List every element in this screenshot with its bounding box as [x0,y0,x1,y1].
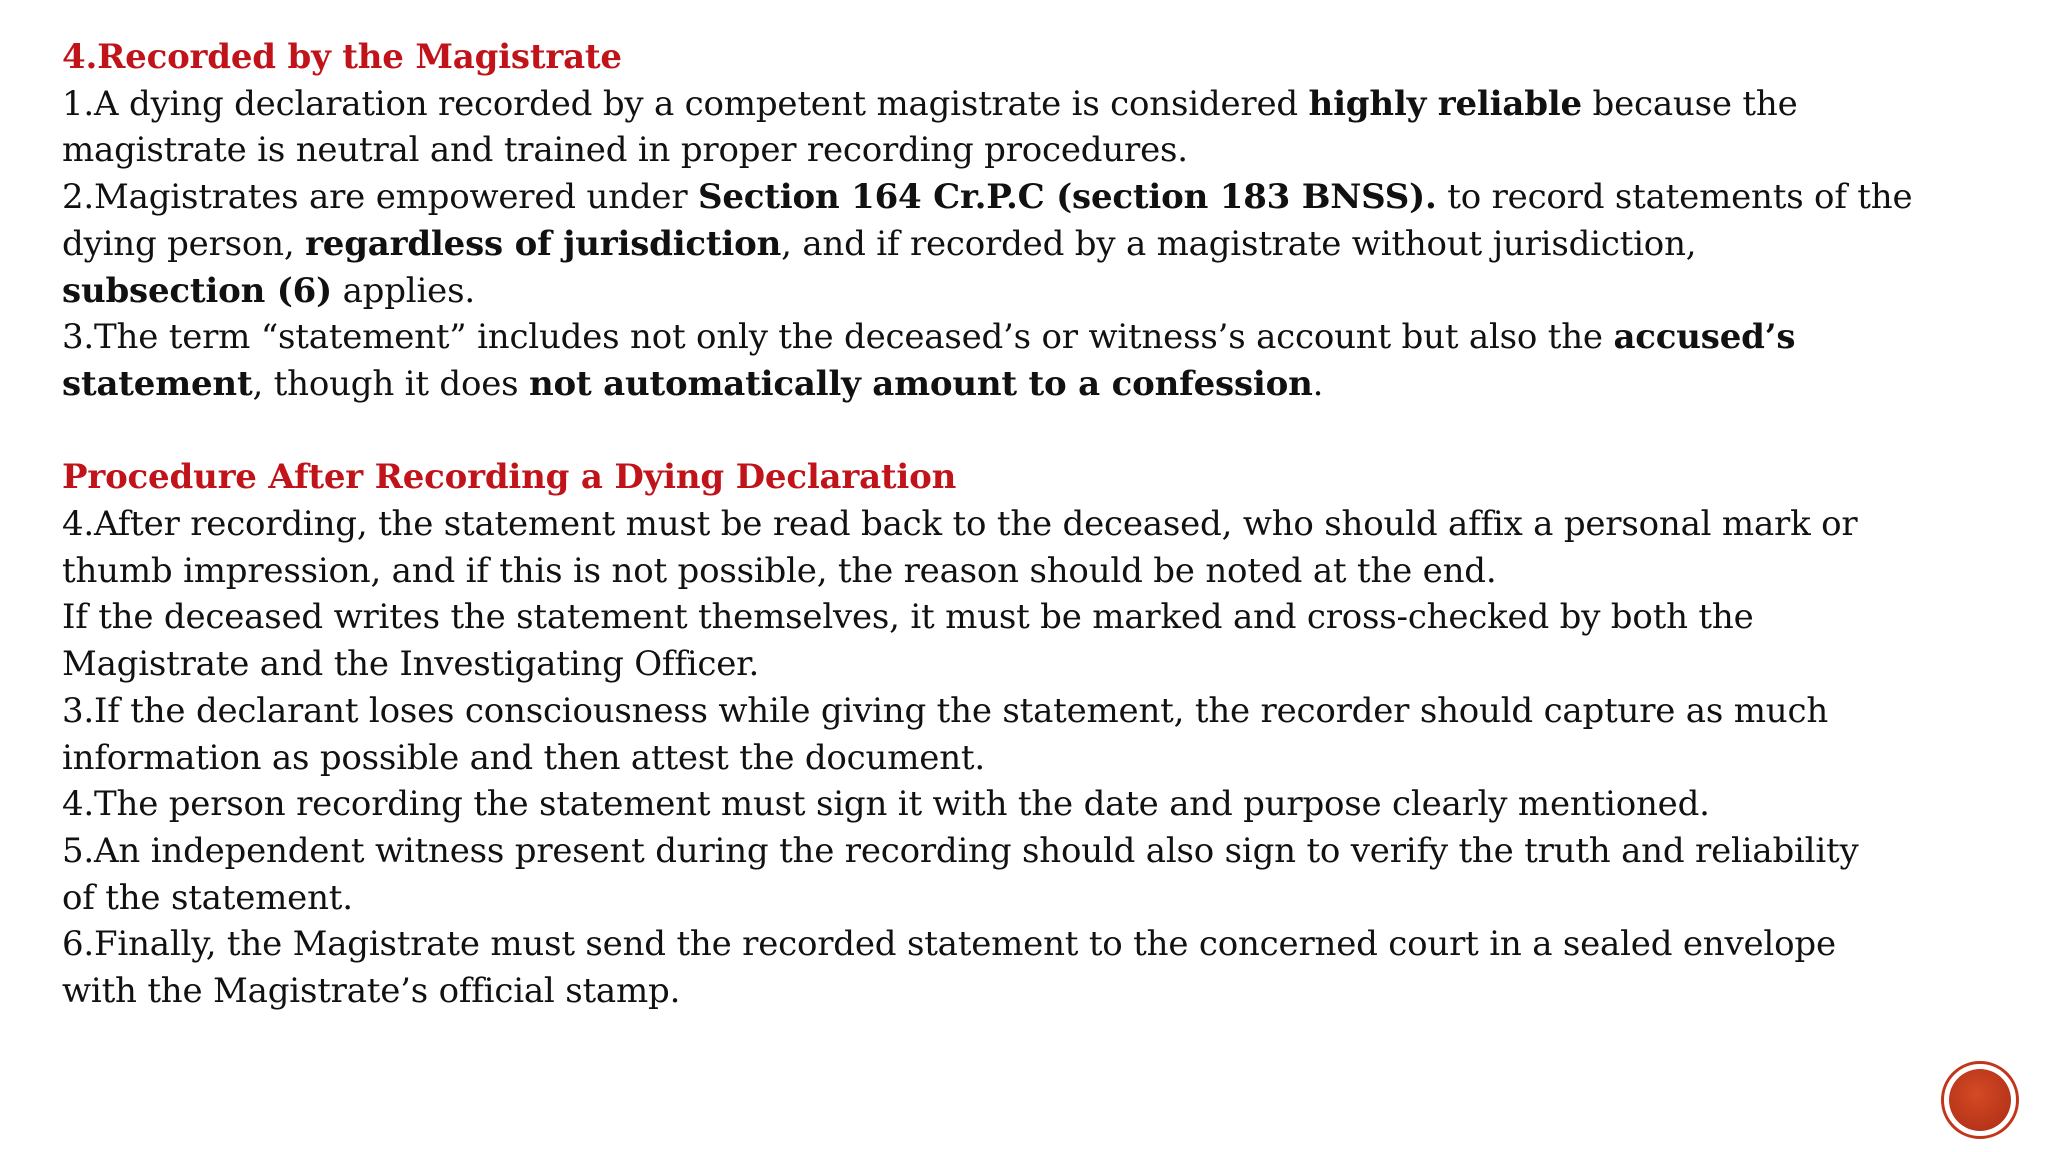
procedure-line: Magistrate and the Investigating Officer. [62,644,760,685]
paragraph-line [62,174,1992,221]
text-run: dying person, [62,223,306,264]
text-run: applies. [332,270,475,311]
procedure-line: If the deceased writes the statement themselves, it must be marked and cross-checked by both the [62,597,1754,638]
bold-text: accused’s [1613,317,1796,358]
procedure-line: thumb impression, and if this is not possible, the reason should be noted at the end. [62,550,1497,591]
text-run: 3.The term “statement” includes not only the deceased’s or witness’s account but also the [62,317,1614,358]
text-run: . [1312,363,1324,404]
bold-text: Section 164 Cr.P.C (section 183 BNSS). [698,177,1437,218]
paragraph-line [62,361,1992,408]
text-run: 2.Magistrates are empowered under [62,177,698,218]
badge-circle [1949,1069,2011,1131]
procedure-line: information as possible and then attest the document. [62,737,985,778]
bold-text: highly reliable [1308,83,1582,124]
paragraph-line [62,81,1992,128]
paragraph-line [62,314,1992,361]
procedure-line: with the Magistrate’s official stamp. [62,971,681,1012]
paragraph-line [62,268,1992,315]
procedure-line: 4.The person recording the statement must sign it with the date and purpose clearly mentioned. [62,784,1710,825]
procedure-line: 5.An independent witness present during the recording should also sign to verify the truth and reliability [62,830,1859,871]
text-run: magistrate is neutral and trained in proper recording procedures. [62,130,1188,171]
text-run: because the [1581,83,1798,124]
paragraph-line [62,127,1992,174]
slide-content [62,34,1992,1015]
bold-text: statement [62,363,253,404]
procedure-line: 6.Finally, the Magistrate must send the recorded statement to the concerned court in a sealed envelope [62,924,1836,965]
spacer [62,408,1992,455]
bold-text: not automatically amount to a confession [529,363,1313,404]
paragraph-line [62,221,1992,268]
procedure-line: 3.If the declarant loses consciousness while giving the statement, the recorder should capture as much [62,690,1829,731]
bold-text: subsection (6) [62,270,332,311]
section-heading-recorded-by-magistrate: 4.Recorded by the Magistrate [62,37,622,77]
text-run: 1.A dying declaration recorded by a competent magistrate is considered [62,83,1309,124]
section-heading-procedure: Procedure After Recording a Dying Declaration [62,457,957,498]
bold-text: regardless of jurisdiction [305,223,782,264]
text-run: to record statements of the [1436,177,1913,218]
text-run: , though it does [252,363,530,404]
procedure-line: 4.After recording, the statement must be read back to the deceased, who should affix a personal mark or [62,504,1858,545]
text-run: , and if recorded by a magistrate without jurisdiction, [781,223,1697,264]
slide-number-badge-icon [1941,1061,2019,1139]
procedure-line: of the statement. [62,877,353,918]
